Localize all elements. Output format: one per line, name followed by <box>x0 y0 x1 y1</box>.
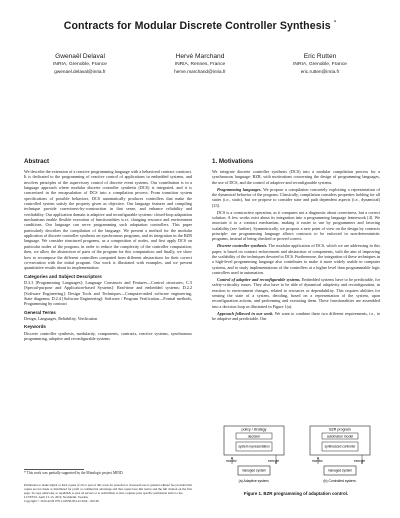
paper-title <box>20 20 380 32</box>
author-2 <box>140 52 260 75</box>
run-in-heading: Programming languages. <box>217 186 262 192</box>
keywords-text: Discrete controller synthesis, modularity, components, contracts, reactive systems, synchronous programming, adaptive and reconfigurable systems <box>24 330 192 341</box>
author-block <box>20 52 380 82</box>
section-paragraph: DCS is a constructive operation, as it computes not a diagnostic about correctness, but a correct solution. A few works exist about its integration into a programming language framework [4]. We associate it to a contract mechanism, making it easier to use by programmers and favoring scalability (see further). Symmetrically, we propose a new point of view on the design by contracts principle: our programming language allows contracts to be enforced in non-deterministic programs, instead of being checked or proved correct. <box>212 209 380 242</box>
run-in-heading: Approach followed in our work. <box>217 310 274 316</box>
managed-system-label: managed system <box>327 468 353 473</box>
author-affiliation: INRIA, Rennes, France <box>174 62 226 67</box>
author-email[interactable]: gwenael.delaval@inria.fr <box>54 68 106 74</box>
adaptive-system-diagram <box>224 426 284 483</box>
footnote-rule <box>24 469 84 470</box>
general-terms-heading: General Terms <box>24 309 56 315</box>
subfigure-b-caption: (b) Controlled system. <box>323 479 357 483</box>
section-paragraph <box>212 277 380 309</box>
paragraph-text: The modular application of DCS, which we are addressing in this paper, is based on contract enforcement and abstraction of components, with the aim of improving the scalability of the techniques devoted to DCS. Furthermore, the integration of these techniques in a high-level programming language also contributes to make it more widely usable in computer systems, and to study implementations of the controllers at a higher level than programmable logic controllers used in automation. <box>212 243 380 275</box>
categories-text: D.3.3 [Programming Languages]: Language Constructs and Features—Control structures; C.3 [Special-purpose and Application-based Systems]: Real-time and embedded systems; D.2.2 [Software Engineering]: Design Tools and Techniques—Computer-aided software engineering, State diagrams; D.2.4 [Software Engineering]: Software / Program Verification—Formal methods, Programming by contract <box>24 279 192 307</box>
bzr-program-label: BZR program <box>329 427 351 432</box>
right-column <box>212 158 380 458</box>
permission-text: Permission to make digital or hard copies of all or part of this work for personal or classroom use is granted without fee provided that copies are not made or distributed for profit or commercial advantage and that copies bear this notice and the full citation on the first page. To copy otherwise, to republish, to post on servers or to redistribute to lists, requires prior specific permission and/or a fee. <box>24 483 192 495</box>
title-footnote-mark: * <box>333 20 337 27</box>
section-paragraph <box>212 311 380 322</box>
keywords-heading: Keywords <box>24 324 46 330</box>
run-in-heading: Discrete controller synthesis. <box>217 243 268 249</box>
paragraph-text: Embedded systems have to be predictable, for safety-criticality issues. They also have to be able of dynamical adaptivity and reconfiguration, in reaction to environment changes, related to resources or dependability. This requires abilities for sensing the state of a system, deciding, based on a representation of the system, upon reconfiguration actions, and performing and executing them. These functionalities are assembled into a decision loop as illustrated in Figure 1(a). <box>212 276 380 309</box>
copyright-text: Copyright © 2010 ACM 978-1-60558-953-4/10/04... $10.00 <box>24 498 99 503</box>
permission-block <box>24 484 192 504</box>
author-affiliation: INRIA, Grenoble, France <box>293 62 347 67</box>
section-paragraph <box>212 187 380 208</box>
execute-label: execute <box>354 459 366 463</box>
title-text: Contracts for Modular Discrete Controller Synthesis <box>63 20 331 32</box>
subfigure-a-caption: (a) Adaptive system. <box>238 479 270 483</box>
controller-label: synthesized controller <box>324 444 356 449</box>
abstract-heading: Abstract <box>24 158 50 165</box>
author-name: Gwenaël Delaval <box>55 53 105 60</box>
venue-text: LCTES'10, April 13–15, 2010, Stockholm, Sweden. <box>24 494 89 499</box>
author-email[interactable]: herve.marchand@inria.fr <box>174 68 226 74</box>
paragraph-text: We propose a compilation concretely exploiting a representation of the dynamical behavior of the program. Classically, compilation considers properties holding for all states (i.e., static), but we propose to consider state and path dependent aspects (i.e., dynamical) [23]. <box>212 186 380 208</box>
section-heading: 1. Motivations <box>212 158 254 165</box>
execute-label: execute <box>268 459 280 463</box>
controlled-system-diagram <box>310 426 370 483</box>
author-1 <box>20 52 140 75</box>
monitor-label: monitor <box>226 459 237 463</box>
left-column <box>24 158 192 458</box>
categories-heading: Categories and Subject Descriptors <box>24 273 102 279</box>
paragraph-text: We want to combine these two different requirements, i.e., to be adaptive and predictable. Our <box>212 310 381 321</box>
decision-label: decision <box>247 434 261 439</box>
policy-label: policy / strategy <box>241 427 267 432</box>
section-paragraph <box>212 243 380 275</box>
automaton-label: automaton model <box>326 434 354 439</box>
figure-caption: Figure 1. BZR programming of adaptation control. <box>243 491 349 496</box>
managed-system-label: managed system <box>241 468 267 473</box>
section-paragraph: We integrate discrete controller synthesis (DCS) into a modular compilation process for a synchronous language: BZR, with motivations concerning the design of programming languages, the use of DCS, and the control of adaptive and reconfigurable systems. <box>212 169 380 185</box>
author-name: Eric Rutten <box>303 53 337 60</box>
footnote: * This work was partially supported by the Minalogic project MIND. <box>24 471 124 475</box>
run-in-heading: Control of adaptive and reconfigurable systems. <box>217 276 301 282</box>
figure-diagram <box>218 424 378 486</box>
author-3 <box>260 52 380 75</box>
abstract-text: We describe the extension of a reactive programming language with a behavioral contract construct. It is dedicated to the programming of reactive control of applications in embedded systems, and involves principles of the supervisory control of discrete event systems. Our contribution is in a language approach where modular discrete controller synthesis (DCS) is integrated, and it is concretized in the encapsulation of DCS into a compilation process. From transition system specifications of possible behaviors, DCS automatically produces controllers that make the controlled system satisfy the property given as objective. Our language features and compiling technique provide correctness-by-construction in that sense, and enhance reliability and verifiability. Our application domain is adaptive and reconfigurable systems: closed-loop adaptation mechanisms enable flexible execution of functionalities w.r.t. changing resource and environment conditions. Our language can serve programming such adaptation controllers. This paper particularly describes the compilation of the language. We present a method for the modular application of discrete controller synthesis on synchronous programs, and its integration in the BZR language. We consider structured programs, as a composition of nodes, and first apply DCS on particular nodes of the program, in order to reduce the complexity of the controller computation; then, we allow the abstraction of parts of the program for this computation; and finally, we show how to recompose the different controllers computed from different abstractions for their correct co-execution with the initial program. Our work is illustrated with examples, and we present quantitative results about its implementation. <box>24 169 192 271</box>
general-terms-text: Design, Languages, Reliability, Verification <box>24 315 98 321</box>
author-email[interactable]: eric.rutten@inria.fr <box>300 68 340 74</box>
figure-1 <box>218 424 378 486</box>
monitor-label: monitor <box>312 459 323 463</box>
author-name: Hervé Marchand <box>175 53 225 60</box>
author-affiliation: INRIA, Grenoble, France <box>53 62 107 67</box>
representation-label: system representation <box>238 444 270 449</box>
